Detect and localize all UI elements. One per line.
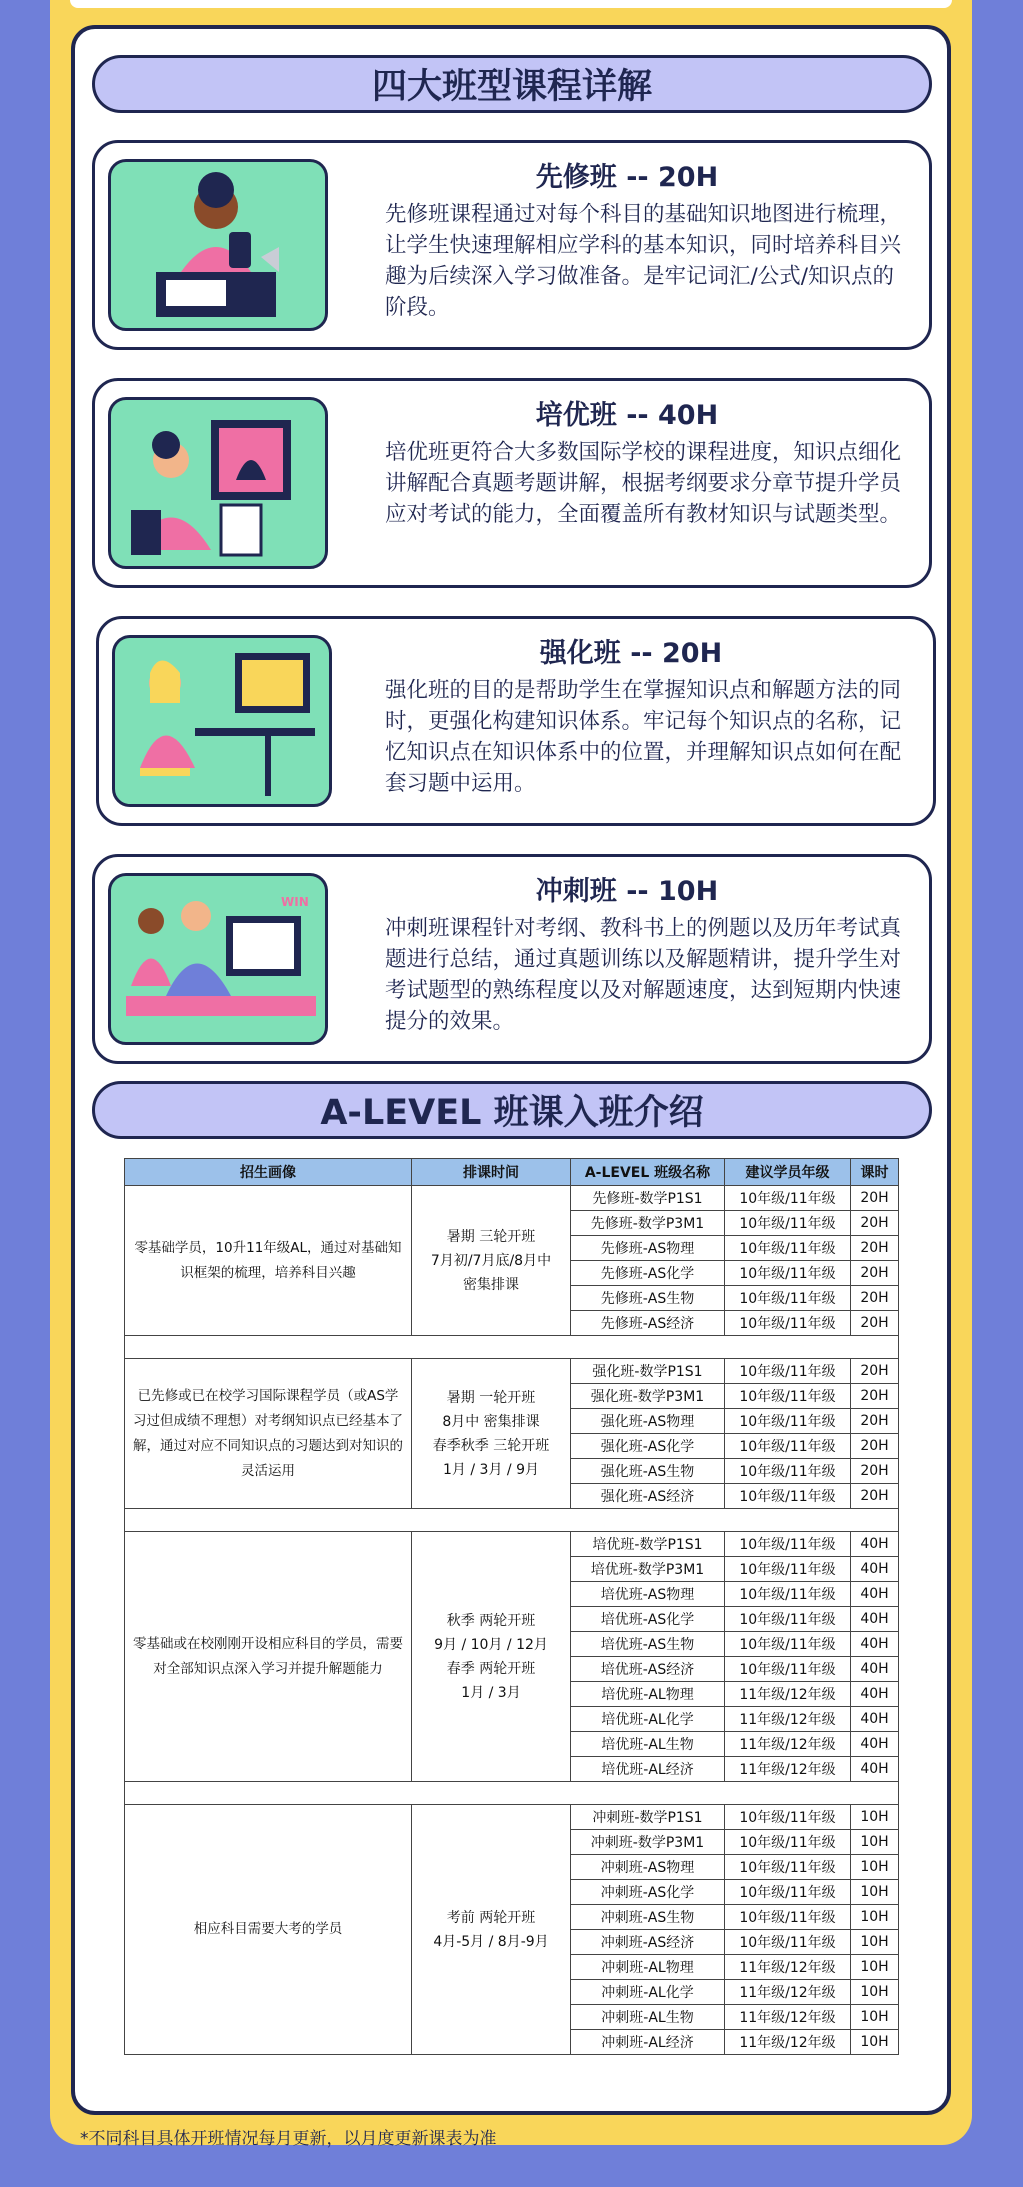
grade-cell: 11年级/12年级 bbox=[725, 1732, 851, 1757]
hours-cell: 20H bbox=[851, 1211, 899, 1236]
hours-cell: 20H bbox=[851, 1286, 899, 1311]
grade-cell: 10年级/11年级 bbox=[725, 1632, 851, 1657]
hours-cell: 20H bbox=[851, 1261, 899, 1286]
hours-cell: 40H bbox=[851, 1682, 899, 1707]
class-table bbox=[124, 1158, 899, 2055]
class-name-cell: 先修班-数学P3M1 bbox=[571, 1211, 725, 1236]
class-name-cell: 强化班-AS物理 bbox=[571, 1409, 725, 1434]
header-profile: 招生画像 bbox=[125, 1159, 412, 1186]
svg-text:WIN: WIN bbox=[281, 895, 309, 909]
grade-cell: 10年级/11年级 bbox=[725, 1409, 851, 1434]
table-row bbox=[125, 1805, 899, 1830]
course-card-title: 强化班 -- 20H bbox=[539, 638, 723, 669]
grade-cell: 10年级/11年级 bbox=[725, 1532, 851, 1557]
course-card-body: 先修班课程通过对每个科目的基础知识地图进行梳理，让学生快速理解相应学科的基本知识，同时培养科目兴趣为后续深入学习做准备。是牢记词汇/公式/知识点的阶段。 bbox=[385, 202, 902, 320]
class-name-cell: 冲刺班-AL化学 bbox=[571, 1980, 725, 2005]
class-name-cell: 冲刺班-数学P3M1 bbox=[571, 1830, 725, 1855]
hours-cell: 40H bbox=[851, 1532, 899, 1557]
grade-cell: 10年级/11年级 bbox=[725, 1855, 851, 1880]
group-separator bbox=[125, 1336, 899, 1359]
class-name-cell: 强化班-AS化学 bbox=[571, 1434, 725, 1459]
hours-cell: 40H bbox=[851, 1757, 899, 1782]
course-card-body: 培优班更符合大多数国际学校的课程进度，知识点细化讲解配合真题考题讲解，根据考纲要求分章节提升学员应对考试的能力，全面覆盖所有教材知识与试题类型。 bbox=[385, 440, 902, 527]
class-name-cell: 强化班-AS生物 bbox=[571, 1459, 725, 1484]
class-name-cell: 先修班-AS生物 bbox=[571, 1286, 725, 1311]
grade-cell: 10年级/11年级 bbox=[725, 1657, 851, 1682]
class-name-cell: 冲刺班-AS经济 bbox=[571, 1930, 725, 1955]
hours-cell: 20H bbox=[851, 1236, 899, 1261]
hours-cell: 20H bbox=[851, 1311, 899, 1336]
artist-with-tablet-illustration bbox=[108, 397, 328, 569]
hours-cell: 10H bbox=[851, 1905, 899, 1930]
class-name-cell: 冲刺班-AS生物 bbox=[571, 1905, 725, 1930]
grade-cell: 10年级/11年级 bbox=[725, 1359, 851, 1384]
class-name-cell: 冲刺班-AL物理 bbox=[571, 1955, 725, 1980]
class-name-cell: 培优班-AS化学 bbox=[571, 1607, 725, 1632]
class-name-cell: 冲刺班-数学P1S1 bbox=[571, 1805, 725, 1830]
grade-cell: 10年级/11年级 bbox=[725, 1830, 851, 1855]
class-name-cell: 培优班-AL物理 bbox=[571, 1682, 725, 1707]
class-name-cell: 培优班-AL生物 bbox=[571, 1732, 725, 1757]
grade-cell: 10年级/11年级 bbox=[725, 1459, 851, 1484]
class-name-cell: 冲刺班-AL生物 bbox=[571, 2005, 725, 2030]
course-card-body: 强化班的目的是帮助学生在掌握知识点和解题方法的同时，更强化构建知识体系。牢记每个知识点的名称，记忆知识点在知识体系中的位置，并理解知识点如何在配套习题中运用。 bbox=[385, 678, 902, 796]
class-name-cell: 培优班-AS经济 bbox=[571, 1657, 725, 1682]
gamer-at-desk-illustration bbox=[112, 635, 332, 807]
grade-cell: 10年级/11年级 bbox=[725, 1211, 851, 1236]
table-row bbox=[125, 1186, 899, 1211]
grade-cell: 10年级/11年级 bbox=[725, 1582, 851, 1607]
hours-cell: 10H bbox=[851, 2005, 899, 2030]
grade-cell: 11年级/12年级 bbox=[725, 2030, 851, 2055]
grade-cell: 10年级/11年级 bbox=[725, 1930, 851, 1955]
class-name-cell: 培优班-AL化学 bbox=[571, 1707, 725, 1732]
group-separator bbox=[125, 1782, 899, 1805]
hours-cell: 40H bbox=[851, 1582, 899, 1607]
class-name-cell: 培优班-AS生物 bbox=[571, 1632, 725, 1657]
grade-cell: 11年级/12年级 bbox=[725, 1707, 851, 1732]
grade-cell: 11年级/12年级 bbox=[725, 1757, 851, 1782]
class-name-cell: 冲刺班-AS化学 bbox=[571, 1880, 725, 1905]
hours-cell: 20H bbox=[851, 1434, 899, 1459]
hours-cell: 40H bbox=[851, 1707, 899, 1732]
hours-cell: 10H bbox=[851, 1980, 899, 2005]
grade-cell: 10年级/11年级 bbox=[725, 1905, 851, 1930]
hours-cell: 20H bbox=[851, 1484, 899, 1509]
grade-cell: 10年级/11年级 bbox=[725, 1286, 851, 1311]
separator-cell bbox=[125, 1336, 899, 1359]
hours-cell: 40H bbox=[851, 1632, 899, 1657]
course-card-body: 冲刺班课程针对考纲、教科书上的例题以及历年考试真题进行总结，通过真题训练以及解题精讲，提升学生对考试题型的熟练程度以及对解题速度，达到短期内快速提分的效果。 bbox=[385, 916, 902, 1034]
separator-cell bbox=[125, 1782, 899, 1805]
grade-cell: 10年级/11年级 bbox=[725, 1607, 851, 1632]
grade-cell: 10年级/11年级 bbox=[725, 1805, 851, 1830]
grade-cell: 10年级/11年级 bbox=[725, 1484, 851, 1509]
course-card-sprint bbox=[92, 854, 932, 1064]
hours-cell: 20H bbox=[851, 1384, 899, 1409]
table-row bbox=[125, 1532, 899, 1557]
grade-cell: 10年级/11年级 bbox=[725, 1311, 851, 1336]
header-class-name: A-LEVEL 班级名称 bbox=[571, 1159, 725, 1186]
profile-cell: 已先修或已在校学习国际课程学员（或AS学习过但成绩不理想）对考纲知识点已经基本了解，通过对应不同知识点的习题达到对知识的灵活运用 bbox=[125, 1359, 412, 1509]
hours-cell: 20H bbox=[851, 1409, 899, 1434]
profile-cell: 零基础学员，10升11年级AL，通过对基础知识框架的梳理，培养科目兴趣 bbox=[125, 1186, 412, 1336]
friends-cheering-win-illustration bbox=[108, 873, 328, 1045]
class-name-cell: 先修班-数学P1S1 bbox=[571, 1186, 725, 1211]
grade-cell: 10年级/11年级 bbox=[725, 1261, 851, 1286]
group-separator bbox=[125, 1509, 899, 1532]
class-name-cell: 培优班-AL经济 bbox=[571, 1757, 725, 1782]
class-name-cell: 冲刺班-AL经济 bbox=[571, 2030, 725, 2055]
hours-cell: 10H bbox=[851, 1805, 899, 1830]
course-card-prep bbox=[92, 140, 932, 350]
top-edge bbox=[70, 0, 952, 8]
hours-cell: 10H bbox=[851, 1955, 899, 1980]
hours-cell: 40H bbox=[851, 1657, 899, 1682]
hours-cell: 20H bbox=[851, 1459, 899, 1484]
class-name-cell: 先修班-AS物理 bbox=[571, 1236, 725, 1261]
header-hours: 课时 bbox=[851, 1159, 899, 1186]
hours-cell: 10H bbox=[851, 1855, 899, 1880]
grade-cell: 11年级/12年级 bbox=[725, 1980, 851, 2005]
hours-cell: 40H bbox=[851, 1607, 899, 1632]
class-name-cell: 先修班-AS经济 bbox=[571, 1311, 725, 1336]
course-card-intensive bbox=[96, 616, 936, 826]
hours-cell: 40H bbox=[851, 1557, 899, 1582]
table-header-row bbox=[125, 1159, 899, 1186]
hours-cell: 20H bbox=[851, 1186, 899, 1211]
section-title-class-intro: A-LEVEL 班课入班介绍 bbox=[92, 1081, 932, 1139]
course-card-title: 培优班 -- 40H bbox=[535, 400, 719, 431]
student-with-phone-illustration bbox=[108, 159, 328, 331]
hours-cell: 10H bbox=[851, 2030, 899, 2055]
class-name-cell: 培优班-数学P1S1 bbox=[571, 1532, 725, 1557]
hours-cell: 20H bbox=[851, 1359, 899, 1384]
grade-cell: 10年级/11年级 bbox=[725, 1557, 851, 1582]
grade-cell: 11年级/12年级 bbox=[725, 1955, 851, 1980]
class-name-cell: 冲刺班-AS物理 bbox=[571, 1855, 725, 1880]
course-card-advanced bbox=[92, 378, 932, 588]
course-card-title: 先修班 -- 20H bbox=[535, 162, 719, 193]
hours-cell: 10H bbox=[851, 1880, 899, 1905]
hours-cell: 10H bbox=[851, 1930, 899, 1955]
hours-cell: 10H bbox=[851, 1830, 899, 1855]
header-grade: 建议学员年级 bbox=[725, 1159, 851, 1186]
grade-cell: 10年级/11年级 bbox=[725, 1434, 851, 1459]
class-name-cell: 培优班-数学P3M1 bbox=[571, 1557, 725, 1582]
schedule-cell: 暑期 三轮开班 7月初/7月底/8月中 密集排课 bbox=[412, 1186, 571, 1336]
separator-cell bbox=[125, 1509, 899, 1532]
class-name-cell: 强化班-数学P1S1 bbox=[571, 1359, 725, 1384]
footnote: *不同科目具体开班情况每月更新，以月度更新课表为准 bbox=[80, 2129, 497, 2149]
table-row bbox=[125, 1359, 899, 1384]
section-title-course-types: 四大班型课程详解 bbox=[92, 55, 932, 113]
schedule-cell: 秋季 两轮开班 9月 / 10月 / 12月 春季 两轮开班 1月 / 3月 bbox=[412, 1532, 571, 1782]
schedule-cell: 考前 两轮开班 4月-5月 / 8月-9月 bbox=[412, 1805, 571, 2055]
grade-cell: 11年级/12年级 bbox=[725, 2005, 851, 2030]
profile-cell: 零基础或在校刚刚开设相应科目的学员，需要对全部知识点深入学习并提升解题能力 bbox=[125, 1532, 412, 1782]
class-name-cell: 培优班-AS物理 bbox=[571, 1582, 725, 1607]
grade-cell: 11年级/12年级 bbox=[725, 1682, 851, 1707]
course-card-title: 冲刺班 -- 10H bbox=[535, 876, 719, 907]
grade-cell: 10年级/11年级 bbox=[725, 1186, 851, 1211]
profile-cell: 相应科目需要大考的学员 bbox=[125, 1805, 412, 2055]
header-schedule: 排课时间 bbox=[412, 1159, 571, 1186]
class-name-cell: 强化班-数学P3M1 bbox=[571, 1384, 725, 1409]
class-name-cell: 先修班-AS化学 bbox=[571, 1261, 725, 1286]
schedule-cell: 暑期 一轮开班 8月中 密集排课 春季秋季 三轮开班 1月 / 3月 / 9月 bbox=[412, 1359, 571, 1509]
hours-cell: 40H bbox=[851, 1732, 899, 1757]
grade-cell: 10年级/11年级 bbox=[725, 1236, 851, 1261]
grade-cell: 10年级/11年级 bbox=[725, 1880, 851, 1905]
grade-cell: 10年级/11年级 bbox=[725, 1384, 851, 1409]
class-name-cell: 强化班-AS经济 bbox=[571, 1484, 725, 1509]
